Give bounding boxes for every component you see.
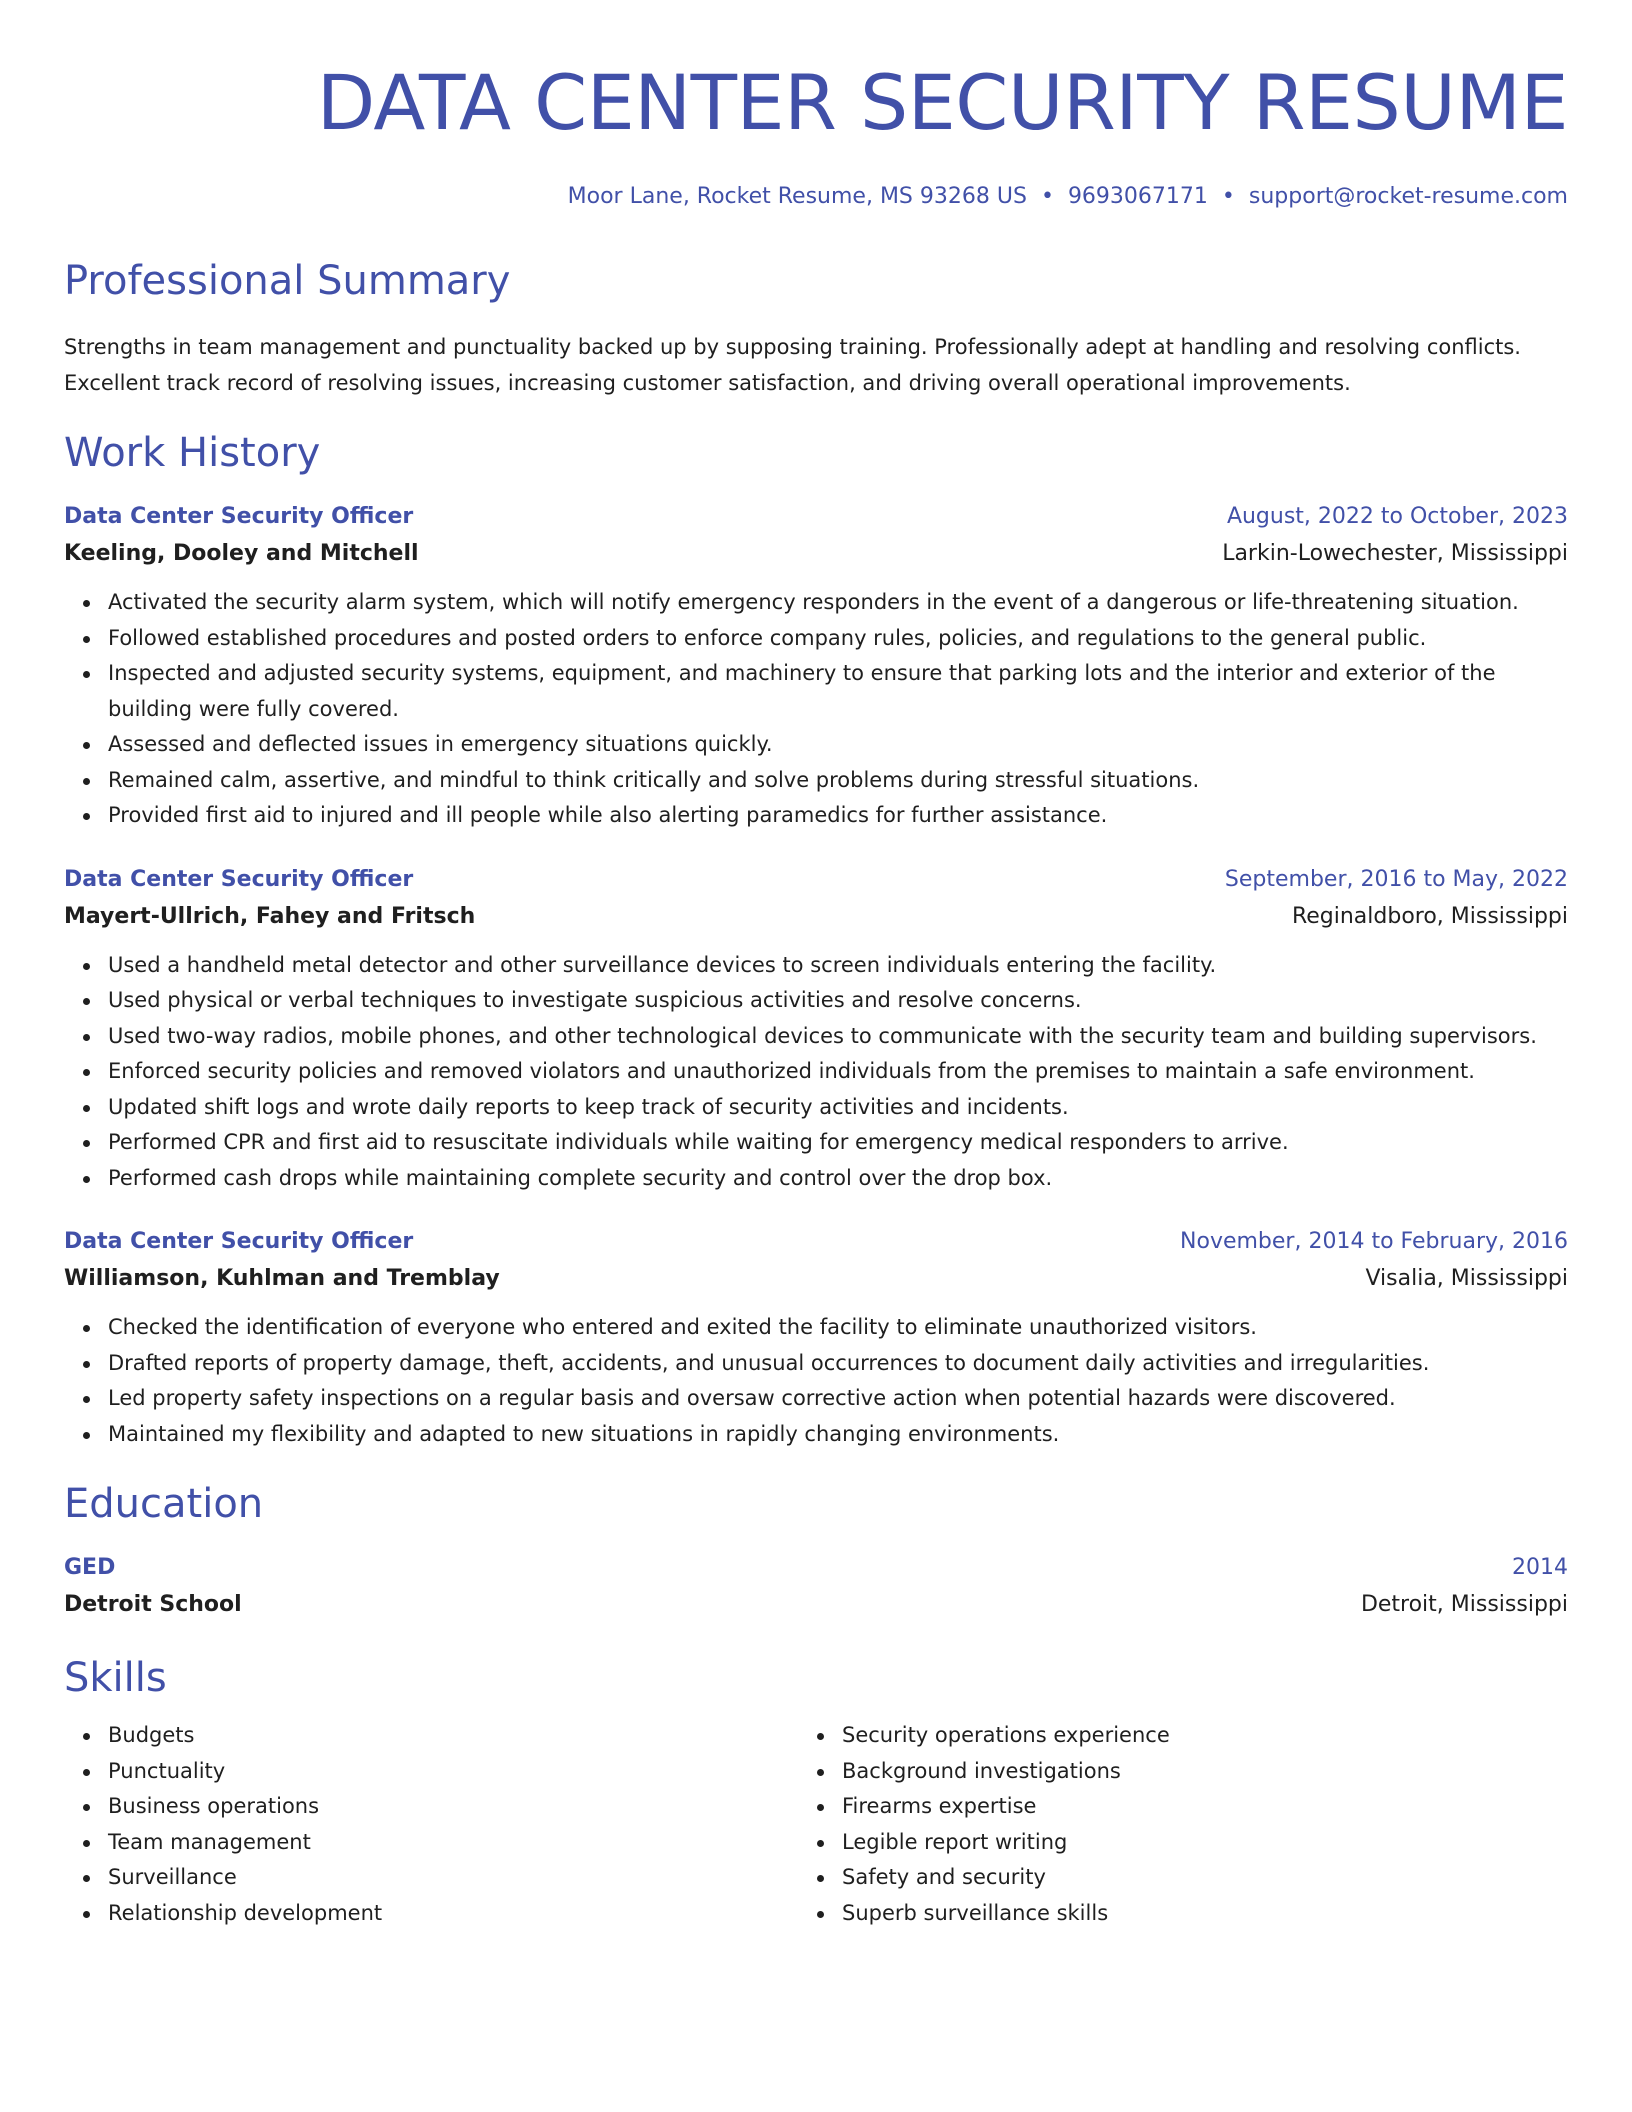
- job-bullet: Drafted reports of property damage, theft, accidents, and unusual occurrences to document daily activities and irregularities.: [108, 1346, 1568, 1382]
- contact-email: support@rocket-resume.com: [1248, 184, 1568, 209]
- skill-item: Superb surveillance skills: [842, 1896, 1568, 1932]
- skills-section: [64, 1652, 1568, 1931]
- job-bullet: Maintained my flexibility and adapted to new situations in rapidly changing environments.: [108, 1417, 1568, 1453]
- job-bullet: Remained calm, assertive, and mindful to think critically and solve problems during stressful situations.: [108, 763, 1568, 799]
- skill-item: Surveillance: [108, 1860, 798, 1896]
- skill-item: Security operations experience: [842, 1718, 1568, 1754]
- skills-columns: [64, 1718, 1568, 1931]
- summary-section: [64, 255, 1568, 401]
- job-bullet: Activated the security alarm system, which will notify emergency responders in the event of a dangerous or life-threatening situation.: [108, 585, 1568, 621]
- summary-heading: Professional Summary: [64, 258, 511, 304]
- job-entry: [64, 862, 1568, 1197]
- contact-phone: 9693067171: [1067, 184, 1208, 209]
- education-year: 2014: [1512, 1555, 1568, 1580]
- job-bullets: [64, 1310, 1568, 1452]
- work-history-section: [64, 427, 1568, 1452]
- contact-line: [64, 181, 1568, 213]
- contact-address: Moor Lane, Rocket Resume, MS 93268 US: [567, 184, 1027, 209]
- education-degree: GED: [64, 1555, 116, 1580]
- skill-item: Safety and security: [842, 1860, 1568, 1896]
- job-location: Reginaldboro, Mississippi: [1291, 903, 1568, 929]
- job-bullet: Updated shift logs and wrote daily reports to keep track of security activities and incidents.: [108, 1090, 1568, 1126]
- education-entry: [64, 1550, 1568, 1624]
- job-dates: August, 2022 to October, 2023: [1226, 504, 1568, 529]
- skills-column-left: [64, 1718, 798, 1931]
- skills-column-right: [798, 1718, 1568, 1931]
- education-school: Detroit School: [64, 1592, 242, 1617]
- skill-item: Background investigations: [842, 1754, 1568, 1790]
- contact-separator: •: [1221, 184, 1235, 209]
- job-company: Williamson, Kuhlman and Tremblay: [64, 1266, 500, 1291]
- skills-heading: Skills: [64, 1655, 167, 1701]
- skill-item: Firearms expertise: [842, 1789, 1568, 1825]
- job-bullets: [64, 585, 1568, 834]
- skill-item: Budgets: [108, 1718, 798, 1754]
- job-title: Data Center Security Officer: [64, 866, 414, 892]
- job-entry: [64, 499, 1568, 834]
- job-bullets: [64, 948, 1568, 1197]
- skill-item: Relationship development: [108, 1896, 798, 1932]
- job-bullet: Used physical or verbal techniques to investigate suspicious activities and resolve concerns.: [108, 983, 1568, 1019]
- job-bullet: Followed established procedures and posted orders to enforce company rules, policies, and regulations to the general public.: [108, 621, 1568, 657]
- job-location: Visalia, Mississippi: [1365, 1266, 1568, 1291]
- skills-list: [798, 1718, 1568, 1931]
- skill-item: Punctuality: [108, 1754, 798, 1790]
- skill-item: Legible report writing: [842, 1825, 1568, 1861]
- job-bullet: Performed cash drops while maintaining complete security and control over the drop box.: [108, 1161, 1568, 1197]
- contact-separator: •: [1040, 184, 1054, 209]
- education-heading: Education: [64, 1481, 264, 1527]
- job-bullet: Performed CPR and first aid to resuscitate individuals while waiting for emergency medical responders to arrive.: [108, 1125, 1568, 1161]
- job-company: Mayert-Ullrich, Fahey and Fritsch: [64, 903, 476, 929]
- job-bullet: Checked the identification of everyone who entered and exited the facility to eliminate unauthorized visitors.: [108, 1310, 1568, 1346]
- education-section: [64, 1478, 1568, 1624]
- work-history-heading: Work History: [64, 430, 321, 476]
- summary-text: Strengths in team management and punctuality backed up by supposing training. Professionally adept at handling and resolving conflicts. Excellent track record of resolving issues, increasing customer satisfaction, and driving overall operational improvements.: [64, 335, 1521, 395]
- job-entry: [64, 1224, 1568, 1452]
- skill-item: Business operations: [108, 1789, 798, 1825]
- skill-item: Team management: [108, 1825, 798, 1861]
- education-location: Detroit, Mississippi: [1360, 1592, 1568, 1617]
- job-bullet: Used two-way radios, mobile phones, and other technological devices to communicate with the security team and building supervisors.: [108, 1019, 1568, 1055]
- job-bullet: Used a handheld metal detector and other surveillance devices to screen individuals entering the facility.: [108, 948, 1568, 984]
- job-title: Data Center Security Officer: [64, 1229, 414, 1254]
- skills-list: [64, 1718, 798, 1931]
- job-bullet: Assessed and deflected issues in emergency situations quickly.: [108, 727, 1568, 763]
- job-bullet: Provided first aid to injured and ill people while also alerting paramedics for further assistance.: [108, 798, 1568, 834]
- job-location: Larkin-Lowechester, Mississippi: [1222, 541, 1568, 566]
- job-dates: November, 2014 to February, 2016: [1180, 1229, 1568, 1254]
- resume-title: DATA CENTER SECURITY RESUME: [316, 58, 1568, 147]
- job-bullet: Enforced security policies and removed violators and unauthorized individuals from the premises to maintain a safe environment.: [108, 1054, 1568, 1090]
- job-bullet: Inspected and adjusted security systems, equipment, and machinery to ensure that parking lots and the interior and exterior of the building were fully covered.: [108, 656, 1568, 727]
- job-dates: September, 2016 to May, 2022: [1224, 866, 1568, 892]
- job-title: Data Center Security Officer: [64, 504, 414, 529]
- job-bullet: Led property safety inspections on a regular basis and oversaw corrective action when potential hazards were discovered.: [108, 1381, 1568, 1417]
- job-company: Keeling, Dooley and Mitchell: [64, 541, 419, 566]
